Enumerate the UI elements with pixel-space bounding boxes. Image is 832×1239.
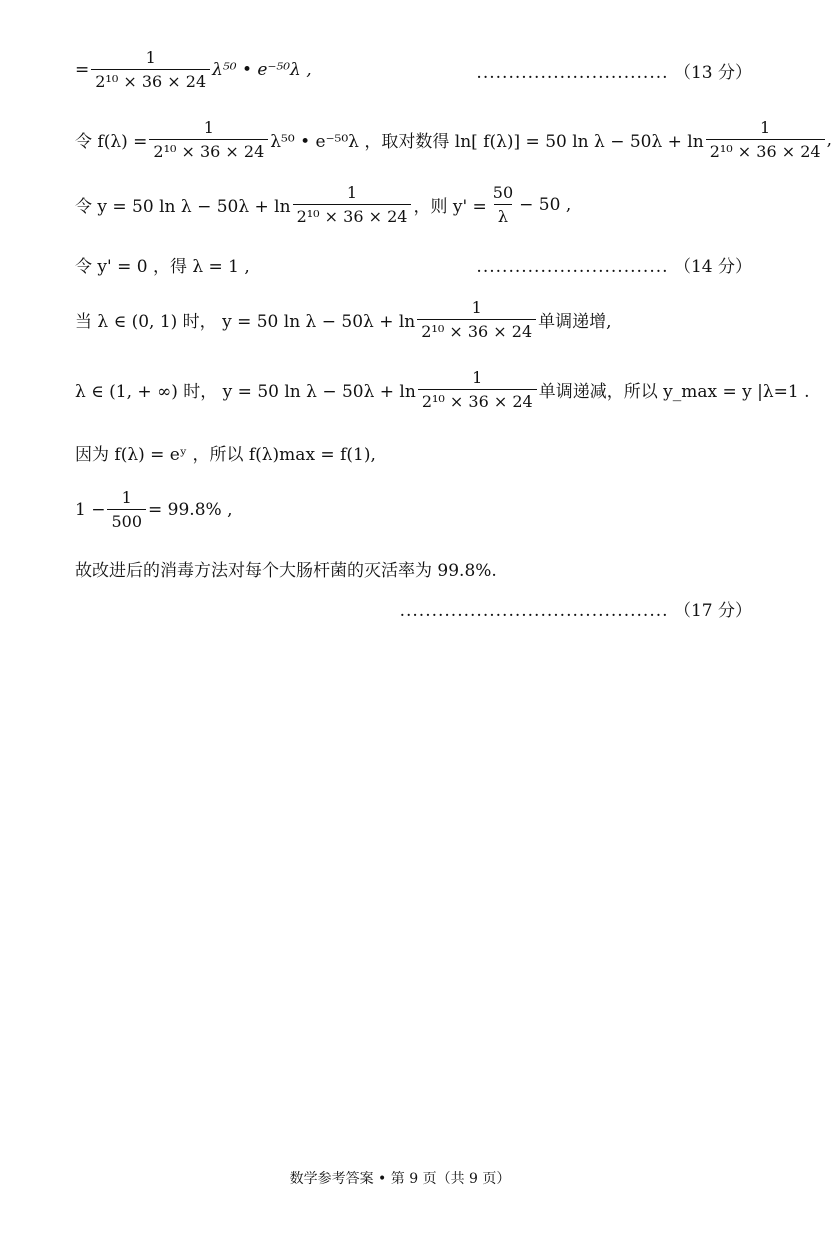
eq-prefix: λ ∈ (1, + ∞) 时， y = 50 ln λ − 50λ + ln [75,382,416,402]
conclusion-text: 故改进后的消毒方法对每个大肠杆菌的灭活率为 99.8%. [75,561,497,581]
fraction [706,118,825,161]
score-14 [476,252,752,277]
fraction [293,183,412,226]
eq-text: 因为 f(λ) = eʸ ，所以 f(λ)max = f(1), [75,445,376,465]
eq-line-result [75,488,232,531]
numerator: 1 [346,183,358,202]
fraction [107,488,146,531]
score-17 [400,596,752,621]
dot-leader: .............................. [476,257,669,277]
numerator: 1 [760,118,771,137]
denominator: 2¹⁰ × 36 × 24 [293,204,412,226]
numerator: 1 [121,488,132,507]
eq-prefix: 当 λ ∈ (0, 1) 时， y = 50 ln λ − 50λ + ln [75,312,416,332]
eq-line-decreasing [75,368,810,411]
eq-line-define-y [75,183,571,226]
numerator: 50 [492,183,514,202]
eq-tail: , [826,129,832,150]
fraction [91,48,210,91]
eq-line-max [75,440,376,465]
eq-line-14 [75,252,250,277]
eq-mid: λ⁵⁰ • e⁻⁵⁰λ ，取对数得 ln[ f(λ)] = 50 ln λ − 50λ + ln [270,132,704,152]
eq-line-increasing [75,298,612,341]
score-label: （14 分） [673,257,752,277]
eq-tail: 单调递减，所以 y_max = y |λ=1 . [538,382,810,402]
eq-line-13 [75,48,312,91]
conclusion-line [75,556,497,581]
fraction [417,298,536,341]
eq-prefix: 令 y = 50 ln λ − 50λ + ln [75,197,291,217]
numerator: 1 [471,298,482,317]
eq-mid: ，则 y' = [413,197,487,217]
fraction [418,368,537,411]
denominator: 2¹⁰ × 36 × 24 [149,139,268,161]
denominator: 500 [107,509,146,531]
numerator: 1 [203,118,214,137]
eq-prefix: 1 − [75,499,106,520]
eq-line-define-f [75,118,832,161]
eq-prefix: 令 f(λ) = [75,132,148,152]
eq-text: = [75,59,90,80]
dot-leader: .............................. [476,63,669,83]
denominator: 2¹⁰ × 36 × 24 [91,69,210,91]
eq-text: 令 y' = 0 ，得 λ = 1 , [75,257,250,277]
eq-tail: 单调递增, [538,312,612,332]
eq-tail: − 50 , [519,194,572,215]
eq-tail: = 99.8% , [148,499,233,520]
denominator: 2¹⁰ × 36 × 24 [706,139,825,161]
dot-leader: .......................................... [399,601,669,621]
score-label: （13 分） [673,63,752,83]
score-label: （17 分） [673,601,752,621]
denominator: λ [494,204,512,226]
numerator: 1 [472,368,483,387]
denominator: 2¹⁰ × 36 × 24 [418,389,537,411]
score-13 [476,58,752,83]
eq-tail: λ⁵⁰ • e⁻⁵⁰λ , [212,59,312,80]
fraction [149,118,268,161]
denominator: 2¹⁰ × 36 × 24 [417,319,536,341]
numerator: 1 [145,48,156,67]
fraction [489,183,517,226]
page-footer: 数学参考答案 • 第 9 页（共 9 页） [289,1171,511,1187]
